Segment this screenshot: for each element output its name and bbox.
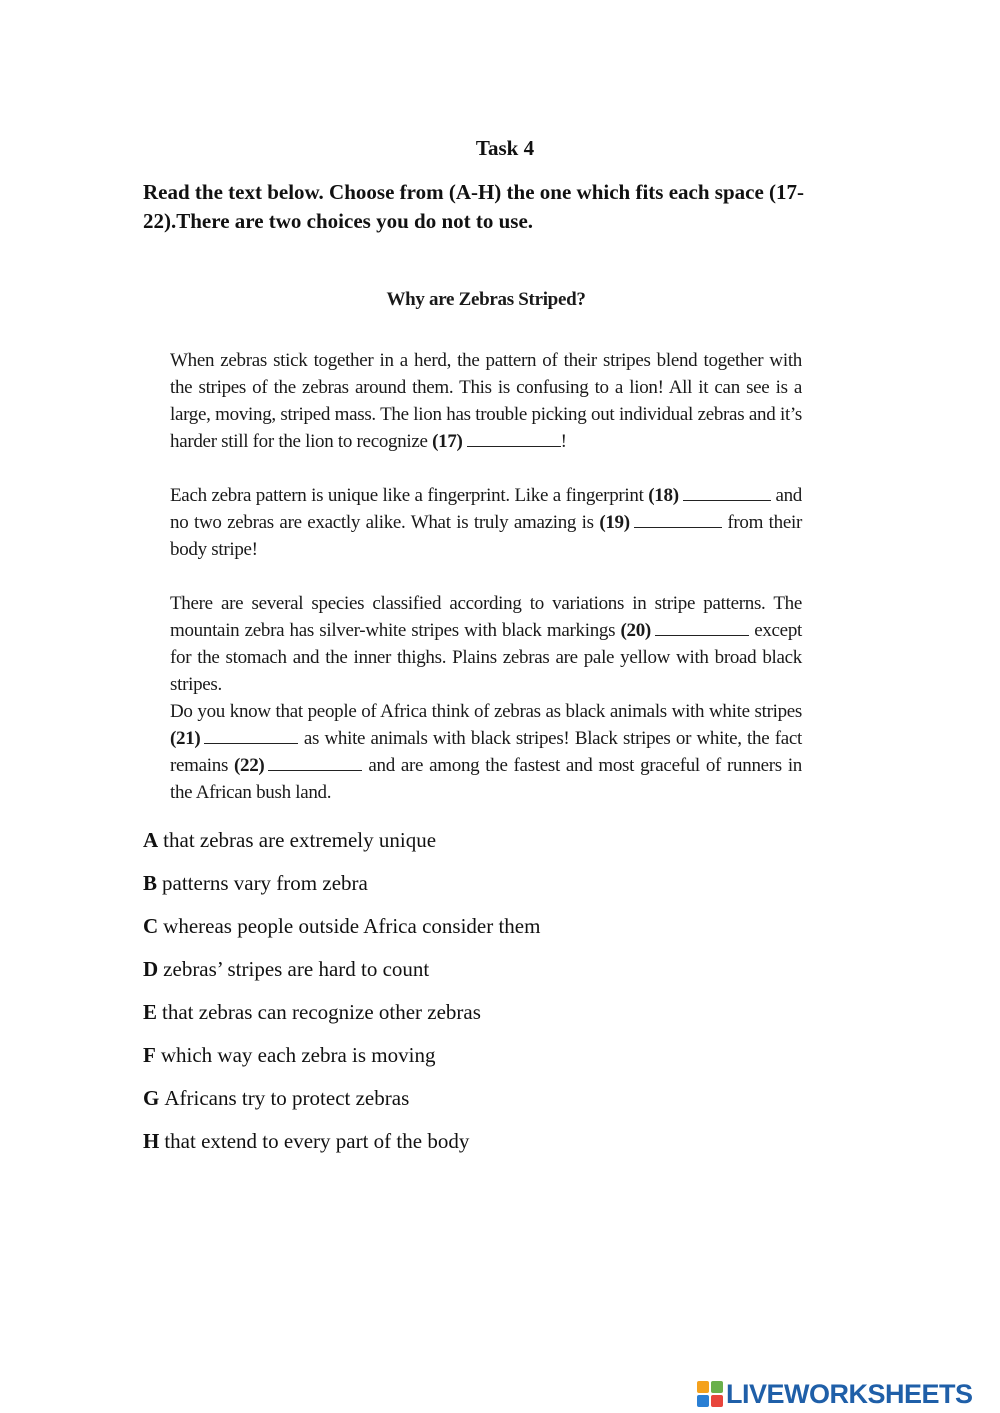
option-text: that extend to every part of the body (164, 1129, 470, 1153)
option-letter: F (143, 1043, 156, 1067)
option-letter: H (143, 1129, 160, 1153)
article-title: Why are Zebras Striped? (386, 289, 586, 310)
logo-square (697, 1381, 709, 1393)
option-letter: C (143, 914, 159, 938)
logo-square (711, 1395, 723, 1407)
option-text: zebras’ stripes are hard to count (163, 957, 430, 981)
answer-blank-19[interactable] (634, 512, 722, 528)
paragraph-text: When zebras stick together in a herd, the pattern of their stripes blend together with the stripes of the zebras around them. This is confusing to a lion! All it can see is a large, moving, striped mass. The lion has trouble picking out individual zebras and it’s harder still for the lion to recognize (170, 350, 802, 452)
answer-blank-17[interactable] (467, 431, 561, 447)
paragraph-text: and are among the fastest and most graceful of runners in the African bush land. (170, 755, 803, 803)
answer-blank-21[interactable] (204, 728, 298, 744)
task-title: Task 4 (475, 136, 535, 160)
option-letter: B (143, 871, 158, 895)
answer-options-list (143, 826, 843, 1170)
paragraph-text: Each zebra pattern is unique like a fingerprint. Like a fingerprint (170, 485, 644, 506)
paragraph-text: as white animals with black stripes! Black stripes or white, the fact remains (170, 728, 802, 776)
article-paragraph-4 (170, 698, 802, 806)
option-g (143, 1084, 843, 1127)
gap-number-18: (18) (648, 485, 679, 506)
option-letter: G (143, 1086, 160, 1110)
paragraph-text: except for the stomach and the inner thighs. Plains zebras are pale yellow with broad black stripes. (170, 620, 802, 695)
article-paragraph-1 (170, 347, 802, 455)
paragraph-text: Do you know that people of Africa think of zebras as black animals with white stripes (170, 701, 802, 722)
answer-blank-18[interactable] (683, 485, 771, 501)
paragraph-text: from their body stripe! (170, 512, 802, 560)
option-text: patterns vary from zebra (162, 871, 368, 895)
article-paragraph-3 (170, 590, 802, 698)
option-letter: E (143, 1000, 158, 1024)
article (170, 286, 802, 806)
option-letter: D (143, 957, 159, 981)
logo-text: LIVEWORKSHEETS (726, 1378, 973, 1409)
option-letter: A (143, 828, 159, 852)
option-d (143, 955, 843, 998)
option-text: that zebras are extremely unique (163, 828, 437, 852)
gap-number-21: (21) (170, 728, 201, 749)
option-c (143, 912, 843, 955)
gap-number-22: (22) (234, 755, 265, 776)
option-f (143, 1041, 843, 1084)
option-text: Africans try to protect zebras (164, 1086, 410, 1110)
option-e (143, 998, 843, 1041)
option-b (143, 869, 843, 912)
liveworksheets-logo[interactable] (697, 1379, 973, 1409)
answer-blank-20[interactable] (655, 620, 749, 636)
paragraph-text: There are several species classified according to variations in stripe patterns. The mountain zebra has silver-white stripes with black markings (170, 593, 802, 641)
article-paragraph-2 (170, 482, 802, 563)
gap-number-19: (19) (599, 512, 630, 533)
gap-number-17: (17) (432, 431, 463, 452)
paragraph-text: and no two zebras are exactly alike. What is truly amazing is (170, 485, 802, 533)
option-text: whereas people outside Africa consider them (163, 914, 541, 938)
option-text: which way each zebra is moving (160, 1043, 436, 1067)
answer-blank-22[interactable] (268, 755, 362, 771)
logo-square (697, 1395, 709, 1407)
logo-square (711, 1381, 723, 1393)
liveworksheets-logo-icon (697, 1381, 723, 1407)
gap-number-20: (20) (620, 620, 651, 641)
paragraph-text: ! (560, 431, 567, 452)
option-a (143, 826, 843, 869)
option-text: that zebras can recognize other zebras (162, 1000, 481, 1024)
option-h (143, 1127, 843, 1170)
task-instructions: Read the text below. Choose from (A-H) the one which fits each space (17-22).There are two choices you do not to use. (143, 180, 805, 233)
